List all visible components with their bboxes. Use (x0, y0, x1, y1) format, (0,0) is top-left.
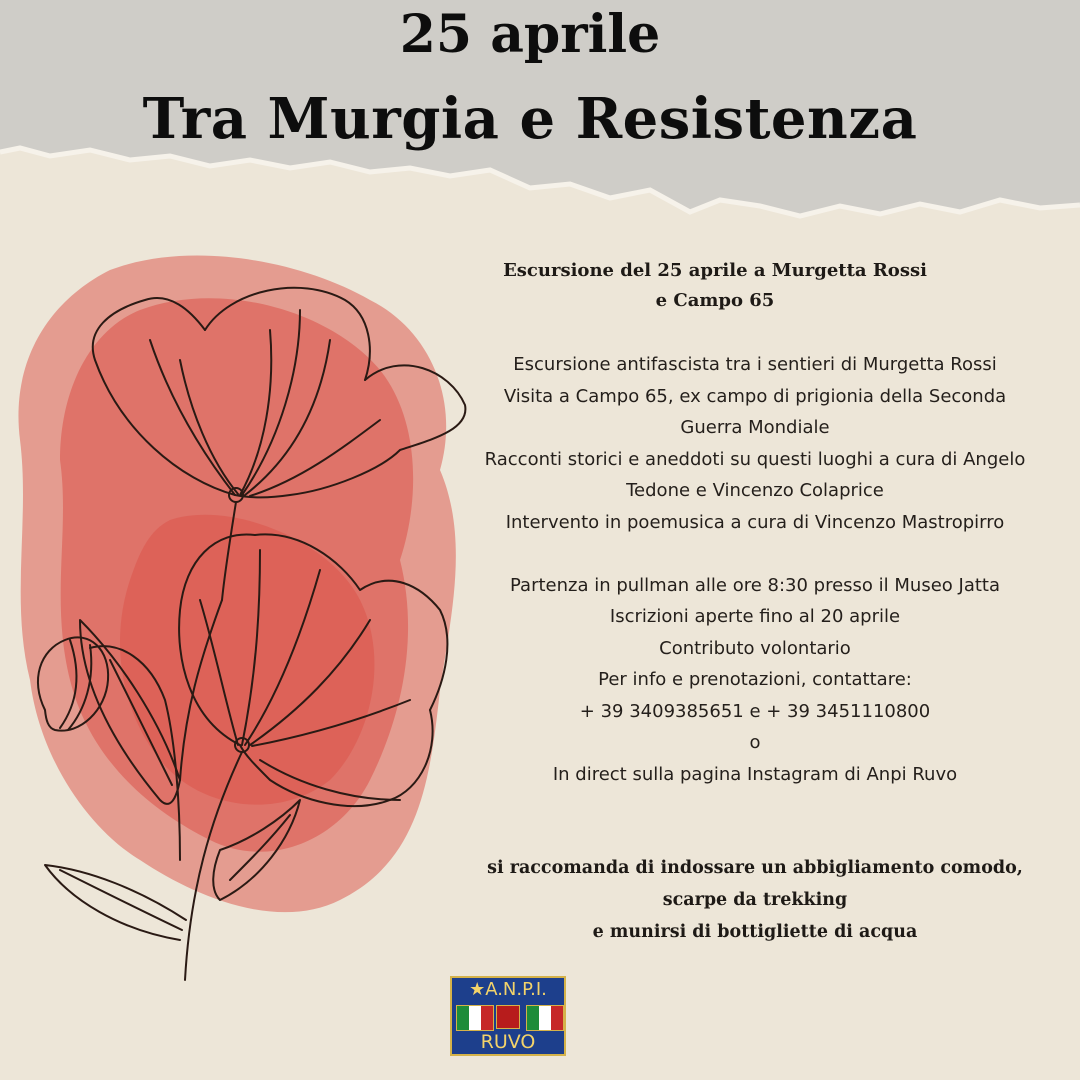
detail-spacer (440, 538, 1070, 570)
note-line-3: e munirsi di bottigliette di acqua (592, 922, 918, 942)
note-line-2: scarpe da trekking (662, 890, 848, 910)
anpi-ruvo-logo (450, 976, 566, 1056)
title-main: Tra Murgia e Resistenza (142, 86, 918, 152)
detail-line: Iscrizioni aperte fino al 20 aprile (609, 606, 901, 627)
event-subtitle (460, 256, 970, 316)
subtitle-line-1: Escursione del 25 aprile a Murgetta Rossi (503, 260, 927, 281)
logo-red-band (496, 1005, 520, 1029)
phone-numbers: + 39 3409385651 e + 39 3451110800 (579, 700, 931, 722)
watercolor-blot (18, 256, 455, 913)
detail-line: Contributo volontario (659, 637, 851, 659)
detail-line: o (749, 732, 761, 753)
event-details (440, 349, 1070, 790)
italian-flag-icon (456, 1005, 494, 1031)
instagram-note: In direct sulla pagina Instagram di Anpi Ruvo (552, 763, 958, 785)
logo-bottom-text: RUVO (480, 1031, 536, 1053)
detail-line: Racconti storici e aneddoti su questi luoghi a cura di Angelo (484, 448, 1026, 470)
detail-line: Per info e prenotazioni, contattare: (598, 669, 912, 690)
logo-top-text: ★A.N.P.I. (469, 979, 547, 1000)
detail-line: Guerra Mondiale (680, 417, 830, 438)
italian-flag-icon (526, 1005, 564, 1031)
detail-line: Partenza in pullman alle ore 8:30 presso il Museo Jatta (510, 574, 1000, 596)
title-date: 25 aprile (399, 4, 661, 65)
detail-line: Tedone e Vincenzo Colaprice (626, 480, 884, 501)
recommendation-note (440, 852, 1070, 948)
subtitle-line-2: e Campo 65 (655, 290, 775, 311)
detail-line: Visita a Campo 65, ex campo di prigionia della Seconda (503, 385, 1007, 407)
detail-line: Escursione antifascista tra i sentieri di Murgetta Rossi (513, 354, 997, 375)
detail-line: Intervento in poemusica a cura di Vincenzo Mastropirro (505, 511, 1005, 533)
note-line-1: si raccomanda di indossare un abbigliamento comodo, (487, 858, 1023, 878)
poppy-illustration (0, 240, 480, 1000)
